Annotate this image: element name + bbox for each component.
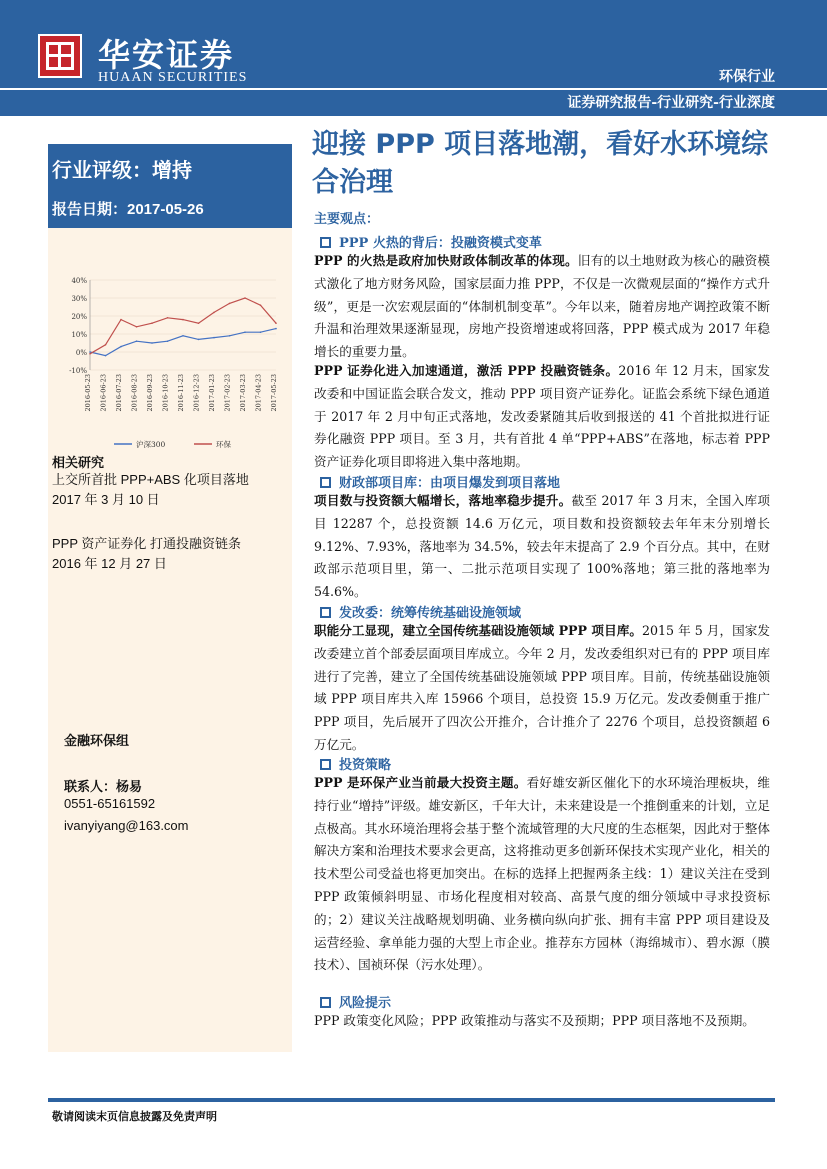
paragraph-lead: PPP 的火热是政府加快财政体制改革的体现。 bbox=[314, 253, 578, 268]
x-tick-label: 2016-10-23 bbox=[161, 374, 170, 412]
checkbox-bullet-icon bbox=[320, 759, 331, 770]
data-point bbox=[260, 331, 262, 333]
section-heading bbox=[320, 232, 542, 251]
data-point bbox=[182, 319, 184, 321]
x-tick-label: 2016-08-23 bbox=[130, 374, 139, 412]
data-point bbox=[120, 346, 122, 348]
related-item-date: 2016 年 12 月 27 日 bbox=[52, 556, 167, 571]
related-item[interactable] bbox=[52, 470, 288, 510]
checkbox-bullet-icon bbox=[320, 607, 331, 618]
huaan-logo-icon bbox=[38, 34, 82, 78]
paragraph-lead: PPP 是环保产业当前最大投资主题。 bbox=[314, 775, 527, 790]
series-line bbox=[90, 329, 276, 356]
data-point bbox=[120, 319, 122, 321]
y-tick-label: -10% bbox=[69, 367, 87, 375]
series-line bbox=[90, 298, 276, 354]
section-heading bbox=[320, 754, 391, 773]
checkbox-bullet-icon bbox=[320, 477, 331, 488]
header-divider bbox=[0, 88, 827, 90]
x-tick-label: 2017-05-23 bbox=[270, 374, 278, 412]
team-name: 金融环保组 bbox=[64, 734, 130, 749]
data-point bbox=[275, 322, 277, 324]
related-item[interactable] bbox=[52, 534, 288, 574]
section-heading-text: 财政部项目库：由项目爆发到项目落地 bbox=[339, 476, 561, 491]
section-heading-text: PPP 火热的背后：投融资模式变革 bbox=[339, 236, 542, 251]
related-item-title: PPP 资产证券化 打通投融资链条 bbox=[52, 536, 242, 551]
x-tick-label: 2016-12-23 bbox=[192, 374, 201, 412]
rating-box bbox=[48, 144, 292, 228]
data-point bbox=[182, 335, 184, 337]
footer-divider bbox=[48, 1098, 775, 1102]
paragraph-body: 2016 年 12 月末，国家发改委和中国证监会联合发文，推动 PPP 项目资产证券化。证监会系统下绿色通道于 2017 年 2 月中旬正式落地，发改委紧随其后收到报送的 41 个首批拟进行证券化融资 PPP 项目。至 3 月，共有首批 4 单“PPP+ABS”在落地，标志着 PPP 资产证券化项目即将进入集中落地期。 bbox=[314, 363, 770, 470]
paragraph-lead: 项目数与投资额大幅增长，落地率稳步提升。 bbox=[314, 493, 572, 508]
section-heading bbox=[320, 992, 391, 1011]
x-tick-label: 2017-01-23 bbox=[208, 374, 216, 412]
main-points-label: 主要观点： bbox=[314, 212, 380, 227]
data-point bbox=[213, 337, 215, 339]
left-sidebar bbox=[48, 144, 292, 1052]
paragraph-lead: 职能分工显现，建立全国传统基础设施领域 PPP 项目库。 bbox=[314, 623, 642, 638]
contact-name: 联系人：杨易 bbox=[64, 780, 143, 795]
data-point bbox=[229, 335, 231, 337]
paragraph-body: 截至 2017 年 3 月末，全国入库项目 12287 个，总投资额 14.6 万亿元，项目数和投资额较去年年末分别增长 9.12%、7.93%，落地率为 34.5%，较去年末提高了 2.9 个百分点。其中，在财政部示范项目里，第一、二批示范项目实现了 100%落地；第三批的落地率为 54.6%。 bbox=[314, 493, 771, 600]
report-path: 证券研究报告-行业研究-行业深度 bbox=[567, 95, 775, 111]
data-point bbox=[229, 303, 231, 305]
data-point bbox=[167, 340, 169, 342]
checkbox-bullet-icon bbox=[320, 997, 331, 1008]
data-point bbox=[151, 342, 153, 344]
section-heading-text: 发改委：统筹传统基础设施领域 bbox=[339, 606, 522, 621]
data-point bbox=[136, 340, 138, 342]
data-point bbox=[244, 331, 246, 333]
paragraph-body: 2015 年 5 月，国家发改委建立首个部委层面项目库成立。今年 2 月，发改委组织对已有的 PPP 项目库进行了完善，建立了全国传统基础设施领域 PPP 项目库。目前，传统基础设施领域 PPP 项目库共入库 15966 个项目，总投资 15.9 万亿元。发改委侧重于推广 PPP 项目，先后展开了四次公开推介，合计推介了 2276 个项目，总投资额超 6 万亿元。 bbox=[314, 623, 770, 752]
data-point bbox=[151, 322, 153, 324]
x-tick-label: 2016-09-23 bbox=[146, 374, 154, 412]
data-point bbox=[89, 353, 91, 355]
brand-name-cn: 华安证券 bbox=[98, 36, 235, 74]
section-heading bbox=[320, 602, 521, 621]
related-item-title: 上交所首批 PPP+ABS 化项目落地 bbox=[52, 472, 249, 487]
contact-email[interactable]: ivanyiyang@163.com bbox=[64, 818, 189, 833]
report-header bbox=[0, 0, 827, 116]
y-tick-label: 20% bbox=[71, 313, 87, 321]
y-tick-label: 30% bbox=[71, 295, 87, 303]
data-point bbox=[198, 322, 200, 324]
paragraph bbox=[314, 490, 770, 604]
report-title: 迎接 PPP 项目落地潮，看好水环境综合治理 bbox=[312, 129, 769, 198]
data-point bbox=[260, 304, 262, 306]
data-point bbox=[244, 297, 246, 299]
y-tick-label: 0% bbox=[75, 349, 87, 357]
data-point bbox=[198, 339, 200, 341]
paragraph bbox=[314, 360, 770, 474]
data-point bbox=[136, 326, 138, 328]
x-tick-label: 2016-06-23 bbox=[99, 374, 108, 412]
x-tick-label: 2017-03-23 bbox=[239, 374, 247, 412]
paragraph-body: 看好雄安新区催化下的水环境治理板块，维持行业“增持”评级。雄安新区，千年大计，未来建设是一个推倒重来的计划，立足点极高。其水环境治理将会基于整个流域管理的大尺度的生态框架，因此对于整体解决方案和治理技术要求会更高，这将推动更多创新环保技术实现产业化，相关的技术型公司受益也将更加突出。在标的选择上把握两条主线：1）建议关注在受到 PPP 政策倾斜明显、市场化程度相对较高、高景气度的细分领域中寻求投资标的；2）建议关注战略规划明确、业务横向纵向扩张、拥有丰富 PPP 项目建设及运营经验、拿单能力强的大型上市企业。推荐东方园林（海绵城市）、碧水源（膜技术）、国祯环保（污水处理）。 bbox=[314, 775, 771, 973]
legend-label: 环保 bbox=[216, 440, 231, 449]
y-tick-label: 10% bbox=[71, 331, 87, 339]
section-heading-text: 风险提示 bbox=[339, 996, 392, 1011]
performance-chart bbox=[58, 272, 282, 472]
paragraph: PPP 政策变化风险；PPP 政策推动与落实不及预期；PPP 项目落地不及预期。 bbox=[314, 1013, 755, 1028]
related-item-date: 2017 年 3 月 10 日 bbox=[52, 492, 160, 507]
x-tick-label: 2016-05-23 bbox=[84, 374, 92, 412]
data-point bbox=[167, 317, 169, 319]
paragraph bbox=[314, 250, 770, 364]
section-heading bbox=[320, 472, 560, 491]
industry-rating: 行业评级：增持 bbox=[52, 158, 192, 182]
paragraph-lead: PPP 证券化进入加速通道，激活 PPP 投融资链条。 bbox=[314, 363, 619, 378]
industry-label: 环保行业 bbox=[719, 69, 775, 85]
related-research-title: 相关研究 bbox=[52, 456, 105, 471]
x-tick-label: 2017-04-23 bbox=[254, 374, 263, 412]
data-point bbox=[105, 355, 107, 357]
brand-name-en: HUAAN SECURITIES bbox=[98, 70, 248, 85]
performance-chart-svg bbox=[58, 272, 282, 452]
x-tick-label: 2016-07-23 bbox=[115, 374, 123, 412]
data-point bbox=[105, 344, 107, 346]
report-date: 报告日期：2017-05-26 bbox=[52, 201, 204, 218]
x-tick-label: 2017-02-23 bbox=[223, 374, 232, 412]
contact-phone: 0551-65161592 bbox=[64, 796, 156, 811]
data-point bbox=[275, 328, 277, 330]
data-point bbox=[89, 351, 91, 353]
checkbox-bullet-icon bbox=[320, 237, 331, 248]
section-heading-text: 投资策略 bbox=[339, 758, 392, 773]
y-tick-label: 40% bbox=[71, 277, 87, 285]
x-tick-label: 2016-11-23 bbox=[177, 374, 185, 412]
disclaimer-notice[interactable]: 敬请阅读末页信息披露及免责声明 bbox=[52, 1110, 217, 1123]
paragraph bbox=[314, 772, 770, 977]
paragraph-body: 旧有的以土地财政为核心的融资模式激化了地方财务风险，国家层面力推 PPP，不仅是一次微观层面的“操作方式升级”，更是一次宏观层面的“体制机制变革”。今年以来，随着房地产调控政策不断升温和治理效果逐渐显现，房地产投资增速或将回落，PPP 模式成为 2017 年稳增长的重要力量。 bbox=[314, 253, 771, 360]
paragraph bbox=[314, 620, 770, 757]
legend-label: 沪深300 bbox=[136, 440, 166, 449]
data-point bbox=[213, 312, 215, 314]
